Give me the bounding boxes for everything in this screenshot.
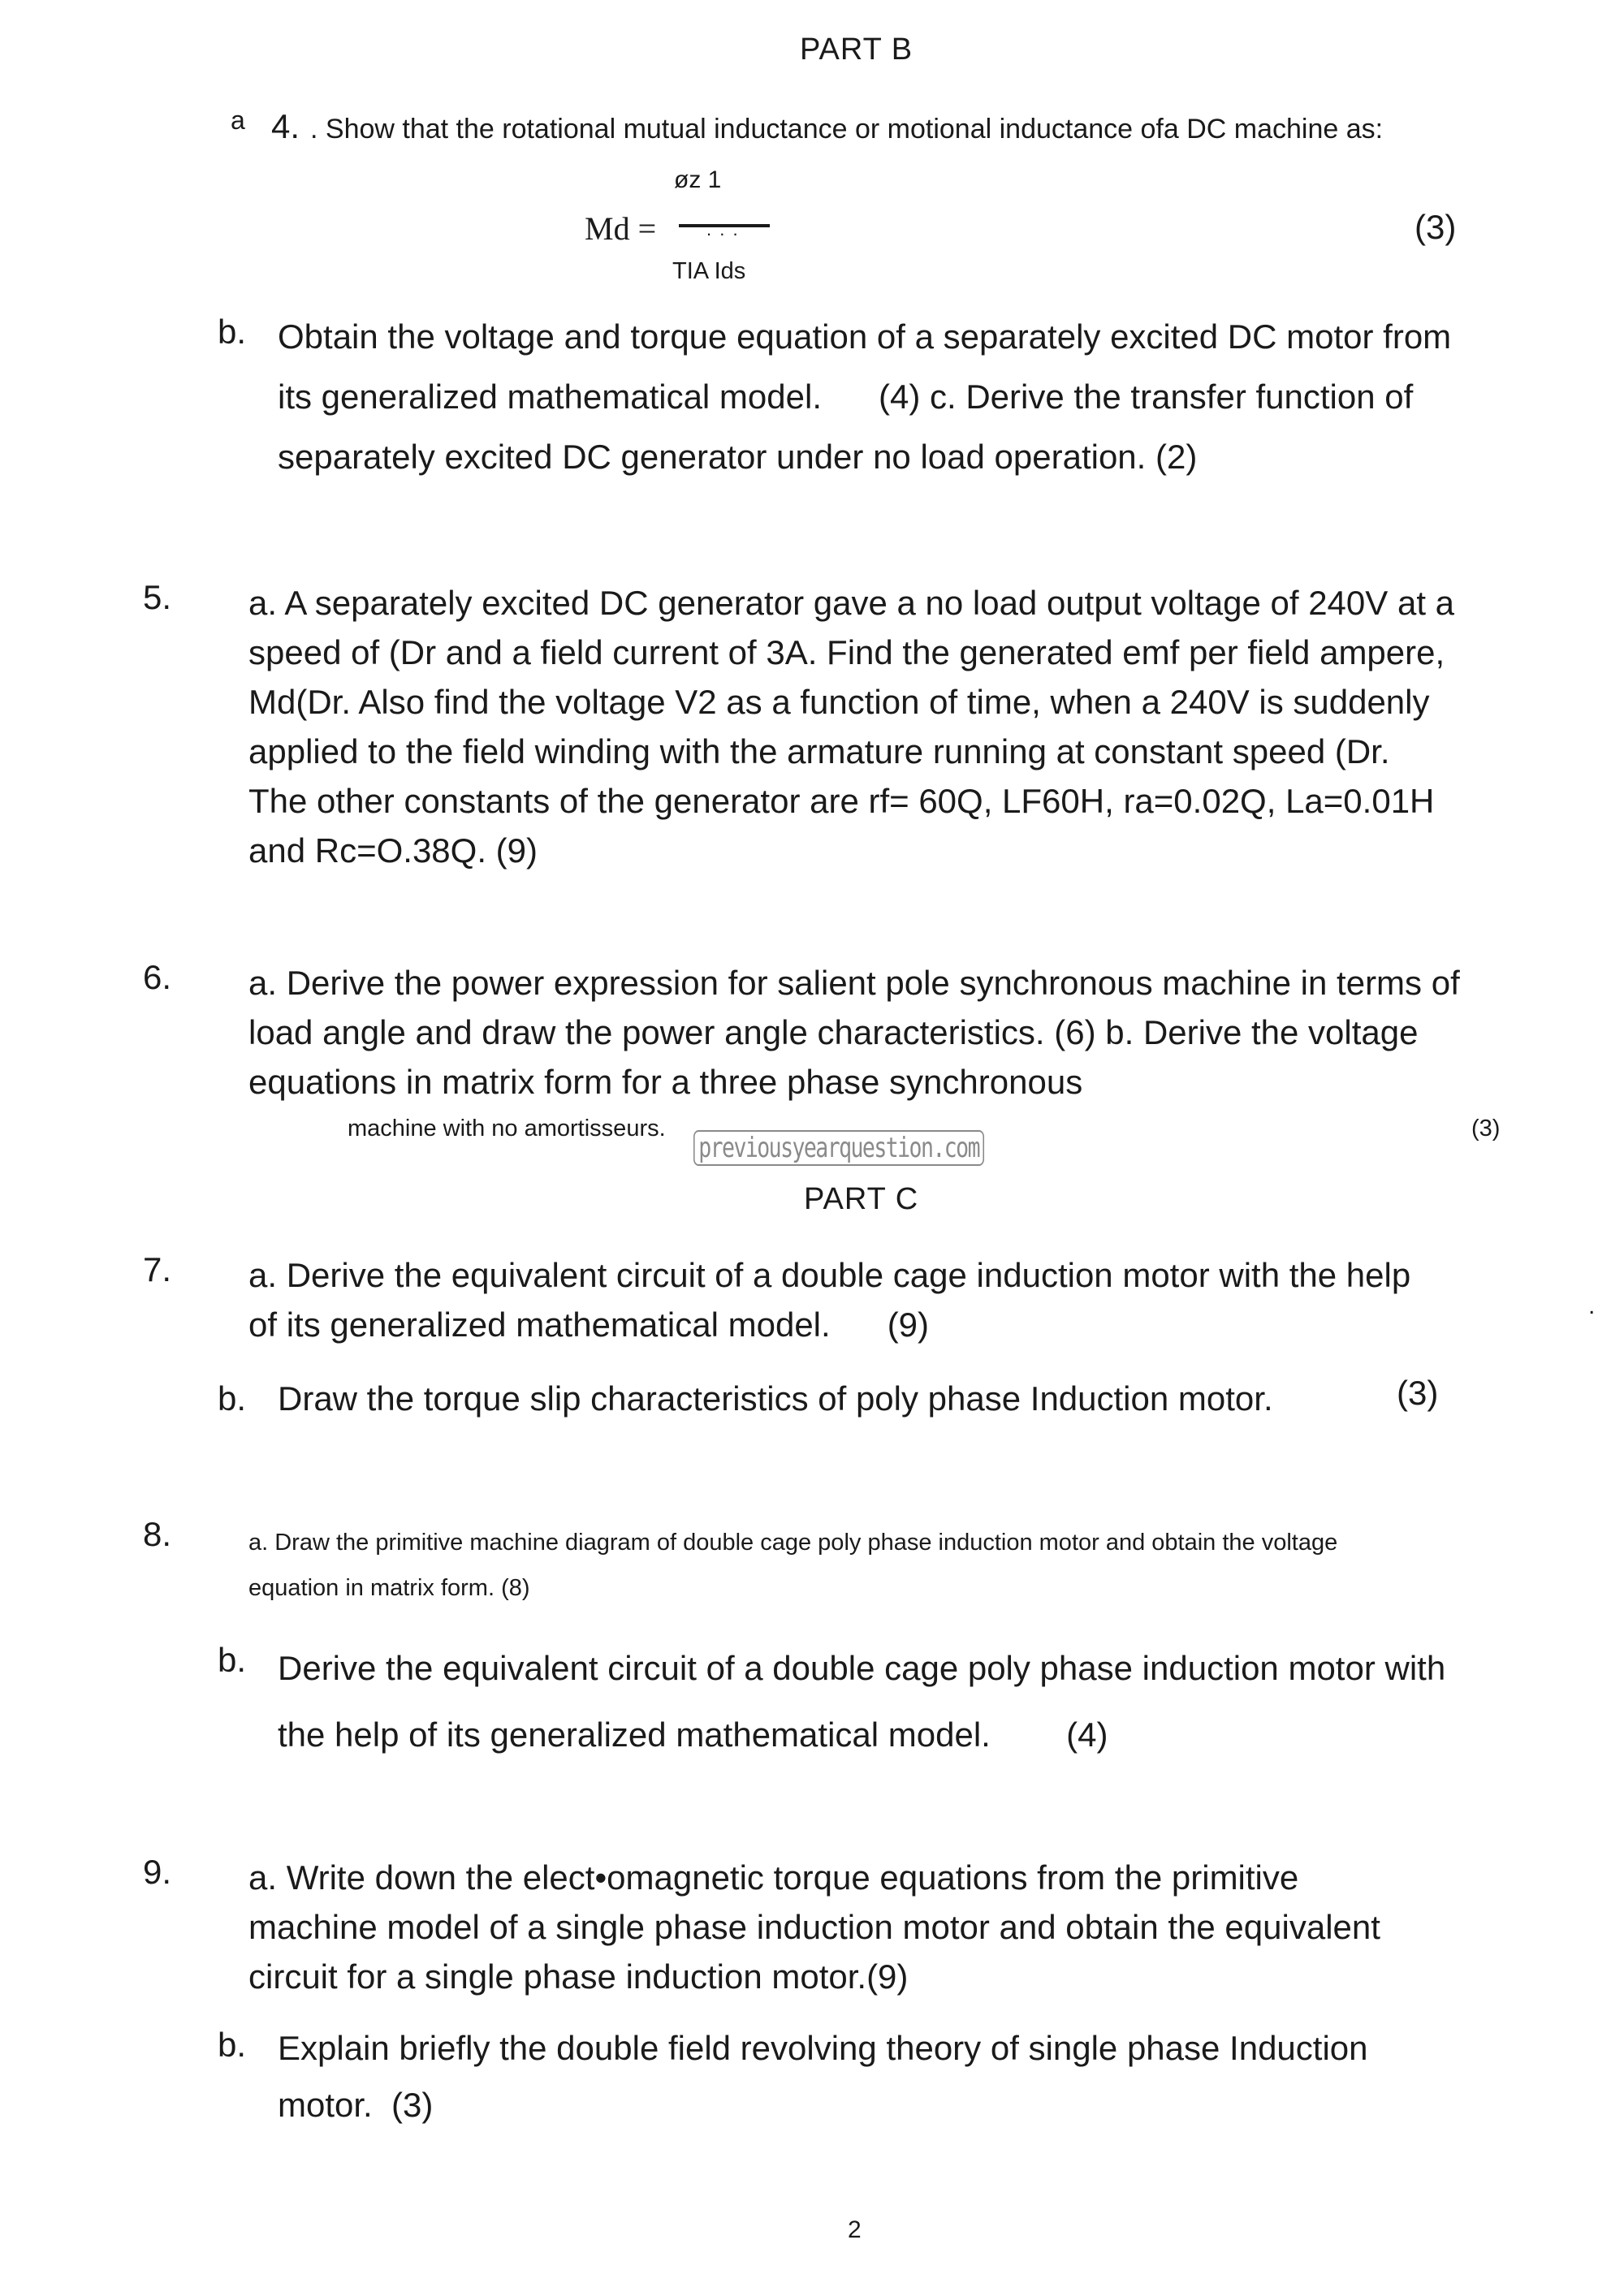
q6-small-line: machine with no amortisseurs.	[348, 1116, 666, 1142]
q4-number: 4.	[271, 107, 300, 145]
q8-b-line-1: Derive the equivalent circuit of a double cage poly phase induction motor with	[278, 1649, 1446, 1687]
q8-b-line-2: the help of its generalized mathematical model. (4)	[278, 1716, 1108, 1754]
q5-line-6: and Rc=O.38Q. (9)	[248, 831, 538, 870]
formula-dots: . . .	[706, 219, 740, 240]
q9-line-2: machine model of a single phase induction motor and obtain the equivalent	[248, 1908, 1380, 1946]
q7-number: 7.	[143, 1250, 172, 1288]
q8-number: 8.	[143, 1515, 172, 1553]
q6-marks: (3)	[1471, 1116, 1501, 1142]
q7-b-label: b.	[218, 1379, 247, 1418]
q4-marks: (3)	[1415, 208, 1457, 246]
q9-number: 9.	[143, 1853, 172, 1891]
section-heading-part-c: PART C	[804, 1182, 919, 1216]
q4-question-text: . Show that the rotational mutual inductance or motional inductance ofa DC machine as:	[310, 114, 1384, 145]
q5-line-5: The other constants of the generator are rf= 60Q, LF60H, ra=0.02Q, La=0.01H	[248, 782, 1435, 820]
q8-a-line-2: equation in matrix form. (8)	[248, 1575, 530, 1601]
q9-body	[248, 1853, 1496, 2001]
watermark-stamp: previousyearquestion.com	[693, 1130, 984, 1166]
q6-line-3: equations in matrix form for a three phase synchronous	[248, 1063, 1083, 1101]
q4-prefix-label: a	[231, 106, 245, 135]
q7-b-text: Draw the torque slip characteristics of poly phase Induction motor.	[278, 1379, 1273, 1418]
q9-b-line-1: Explain briefly the double field revolving theory of single phase Induction	[278, 2029, 1368, 2067]
q7-body	[248, 1250, 1496, 1349]
q4-b-line-2: its generalized mathematical model. (4) c. Derive the transfer function of	[278, 378, 1414, 416]
page-number: 2	[848, 2216, 862, 2243]
q6-body	[248, 958, 1496, 1107]
q9-b-label: b.	[218, 2026, 247, 2064]
q4-b-line-1: Obtain the voltage and torque equation of a separately excited DC motor from	[278, 317, 1452, 356]
stray-mark: .	[1588, 1293, 1596, 1319]
q6-line-2: load angle and draw the power angle characteristics. (6) b. Derive the voltage	[248, 1013, 1419, 1051]
q9-b-body	[278, 2020, 1496, 2134]
q8-a-line-1: a. Draw the primitive machine diagram of double cage poly phase induction motor and obtain the voltage	[248, 1530, 1338, 1556]
q5-body	[248, 578, 1496, 875]
q8-a-body	[248, 1520, 1496, 1611]
q9-b-line-2: motor. (3)	[278, 2086, 434, 2124]
q4-b-line-3: separately excited DC generator under no load operation. (2)	[278, 438, 1198, 476]
q7-line-2: of its generalized mathematical model. (9)	[248, 1306, 930, 1344]
q8-b-label: b.	[218, 1641, 247, 1679]
q5-number: 5.	[143, 578, 172, 616]
section-heading-part-b: PART B	[800, 32, 914, 67]
q5-line-1: a. A separately excited DC generator gave a no load output voltage of 240V at a	[248, 584, 1455, 622]
q7-b-marks: (3)	[1397, 1374, 1439, 1412]
q8-b-body	[278, 1635, 1496, 1768]
formula-numerator: øz 1	[674, 166, 722, 193]
q5-line-2: speed of (Dr and a field current of 3A. Find the generated emf per field ampere,	[248, 633, 1445, 671]
q5-line-3: Md(Dr. Also find the voltage V2 as a function of time, when a 240V is suddenly	[248, 683, 1430, 721]
q5-line-4: applied to the field winding with the armature running at constant speed (Dr.	[248, 732, 1390, 770]
formula-lhs: Md =	[585, 210, 657, 247]
q9-line-3: circuit for a single phase induction motor.(9)	[248, 1957, 909, 1996]
q9-line-1: a. Write down the elect•omagnetic torque equations from the primitive	[248, 1858, 1299, 1897]
q4-b-text	[278, 307, 1496, 487]
q6-number: 6.	[143, 958, 172, 996]
q7-line-1: a. Derive the equivalent circuit of a double cage induction motor with the help	[248, 1256, 1411, 1294]
formula-denominator: TIA Ids	[672, 258, 746, 284]
q4-b-label: b.	[218, 313, 247, 351]
q6-line-1: a. Derive the power expression for salient pole synchronous machine in terms of	[248, 964, 1460, 1002]
